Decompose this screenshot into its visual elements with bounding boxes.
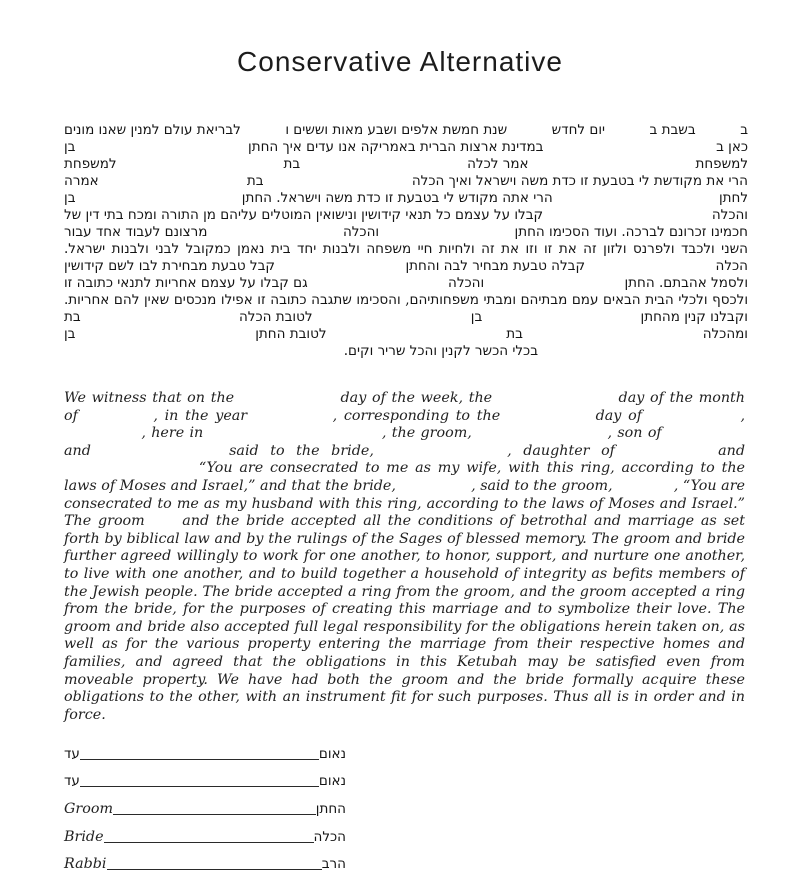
fill-in-blank — [85, 419, 147, 420]
signature-label-left: עד — [64, 773, 80, 790]
hebrew-line — [64, 173, 748, 190]
english-text-segment: and — [718, 442, 746, 459]
hebrew-line — [64, 292, 748, 309]
hebrew-text-segment: במדינת ארצות הברית באמריקה אנו עדים איך החתן — [248, 139, 544, 155]
hebrew-text-segment: שנת חמשת אלפים ושבע מאות וששים ו — [285, 122, 508, 138]
hebrew-line — [64, 207, 748, 224]
signature-label-right: נאום — [318, 745, 346, 762]
fill-in-blank — [102, 454, 217, 455]
hebrew-text-segment: ולסמל אהבתם. החתן — [624, 275, 748, 291]
hebrew-line — [64, 122, 748, 139]
signature-line — [104, 841, 314, 843]
hebrew-line — [64, 139, 748, 156]
signature-row — [64, 817, 346, 845]
hebrew-text-segment: לטובת הכלה — [238, 309, 313, 325]
fill-in-blank — [627, 454, 707, 455]
hebrew-text-segment: בן — [64, 190, 76, 206]
signature-label-left: Bride — [64, 828, 104, 845]
fill-in-blank — [498, 401, 613, 402]
fill-in-blank — [477, 436, 602, 437]
hebrew-text-segment: השני ולכבד ולפרנס ולזון זה את זו וזו את זה ולחיות חיי משפחה ולבנות יחד בית נאמן כמקובל לבני ולבנות ישראל. — [64, 241, 748, 257]
hebrew-text-segment: יום לחדש — [551, 122, 606, 138]
hebrew-line — [64, 326, 748, 343]
hebrew-text-segment: מרצונם לעבוד אחד עבור — [64, 224, 208, 240]
english-text-segment: said to the bride, — [229, 442, 374, 459]
hebrew-text-segment: הרי אתה מקודש לי בטבעת זו כדת משה וישראל. החתן — [241, 190, 553, 206]
english-text-segment: and the bride accepted all the conditions of betrothal and marriage as set forth by biblical law and by the rulings of the Sages of blessed memory. The groom and bride further agreed willingly to work for one another, to honor, support, and nurture one another, to live with one another, and to build together a household of integrity as befits members of the Jewish people. The bride accepted a ring from the groom, and the groom accepted a ring from the bride, for the purposes of creating this marriage and to symbolize their love. The groom and bride also accepted full legal responsibility for the obligations herein taken on, as well as for the various property entering the marriage from their respective homes and families, and agreed that the obligations in this Ketubah may be satisfied even from moveable property. We have had both the groom and the bride formally acquire these obligations to the other, with an instrument fit for such purposes. Thus all is in order and in force. — [64, 513, 745, 723]
english-text-segment: , the groom, — [381, 425, 472, 442]
hebrew-text-segment: כאן ב — [716, 139, 748, 155]
signature-line — [80, 785, 319, 787]
fill-in-blank — [617, 489, 669, 490]
hebrew-text-segment: בת — [506, 326, 523, 342]
english-text-segment: day of the month of — [64, 390, 746, 424]
english-text-segment: , — [740, 407, 745, 424]
fill-in-blank — [209, 436, 377, 437]
fill-in-blank — [64, 436, 136, 437]
hebrew-text-segment: בת — [283, 156, 301, 172]
fill-in-blank — [240, 401, 335, 402]
fill-in-blank — [507, 419, 589, 420]
signature-label-right: הרב — [321, 856, 346, 872]
hebrew-text-segment: לבריאת עולם למנין שאנו מונים — [64, 122, 241, 138]
english-text-segment: , here in — [141, 425, 204, 442]
signature-line — [113, 813, 316, 815]
hebrew-text-segment: ומהכלה — [702, 326, 748, 342]
fill-in-blank — [385, 454, 495, 455]
hebrew-text-segment: קבל טבעת מבחירת לבו לשם קידושין — [64, 258, 275, 274]
english-text-segment: , daughter of — [507, 442, 615, 459]
signature-label-right: החתן — [315, 801, 346, 818]
hebrew-text-segment: לחתן — [718, 190, 748, 206]
fill-in-blank — [649, 419, 734, 420]
signature-line — [107, 868, 322, 870]
hebrew-text-segment: לטובת החתן — [255, 326, 327, 342]
hebrew-text-segment: בשבת ב — [649, 122, 696, 138]
signature-label-right: הכלה — [313, 828, 346, 845]
fill-in-blank — [64, 471, 192, 472]
hebrew-line — [64, 258, 748, 275]
signature-block — [64, 734, 346, 872]
hebrew-text-segment: גם קבלו על עצמם אחריות לתנאי כתובה זו — [64, 275, 308, 291]
english-text-segment: , “You are consecrated to me as my husband with this ring, according to the laws of Moses and Israel.” The groom — [64, 477, 745, 530]
signature-label-left: Groom — [64, 801, 114, 818]
fill-in-blank — [254, 419, 326, 420]
english-text-segment: , said to the groom, — [471, 477, 613, 494]
hebrew-text-segment: ולכסף ולכלי הבית הבאים עמם מבתיהם ומבתי משפחותיהם, והסכימו שתגבה כתובה זו אפילו מנכסים שאין להם אחריות. — [64, 292, 748, 308]
signature-label-left: Rabbi — [64, 856, 107, 872]
hebrew-text-segment: בן — [64, 139, 76, 155]
hebrew-text-segment: וקבלנו קנין מהחתן — [640, 309, 748, 325]
hebrew-text-segment: והכלה — [711, 207, 748, 223]
hebrew-line — [64, 224, 748, 241]
fill-in-blank — [401, 489, 467, 490]
hebrew-text-segment: אמר לכלה — [467, 156, 529, 172]
ketubah-document — [0, 46, 800, 872]
hebrew-text-segment: חכמינו זכרונם לברכה. ועוד הסכימו החתן — [514, 224, 748, 240]
hebrew-text-segment: הרי את מקודשת לי בטבעת זו כדת משה וישראל ואיך הכלה — [411, 173, 748, 189]
hebrew-text-segment: קבלו על עצמם כל תנאי קידושין ונישואין המוטלים עליהם מן התורה ומכח בתי דין של — [64, 207, 544, 223]
hebrew-text-segment: ב — [740, 122, 748, 138]
fill-in-blank — [667, 436, 745, 437]
hebrew-line — [64, 309, 748, 326]
hebrew-text-segment: אמרה — [64, 173, 99, 189]
hebrew-line — [64, 156, 748, 173]
english-text-segment: , in the year — [153, 407, 248, 424]
signature-row — [64, 845, 346, 872]
signature-line — [80, 758, 319, 760]
hebrew-text-section — [64, 122, 748, 360]
page-title: Conservative Alternative — [237, 46, 563, 77]
hebrew-line — [64, 275, 748, 292]
hebrew-text-segment: בת — [246, 173, 264, 189]
signature-label-left: עד — [64, 745, 80, 762]
english-text-segment: , son of — [607, 425, 662, 442]
signature-row — [64, 762, 346, 790]
signature-row — [64, 789, 346, 817]
hebrew-text-segment: והכלה — [448, 275, 485, 291]
fill-in-blank — [152, 524, 176, 525]
hebrew-text-segment: בן — [64, 326, 76, 342]
english-text-segment: We witness that on the — [64, 390, 235, 406]
english-text-segment: “You are consecrated to me as my wife, with this ring, according to the laws of Moses and Israel,” and that the bride, — [64, 460, 745, 494]
signature-label-right: נאום — [318, 773, 346, 790]
signature-row — [64, 734, 346, 762]
hebrew-text-segment: קבלה טבעת מבחיר לבה והחתן — [405, 258, 586, 274]
english-text-segment: day of the week, the — [340, 390, 493, 406]
hebrew-text-segment: למשפחת — [695, 156, 748, 172]
hebrew-line — [64, 343, 748, 360]
hebrew-text-segment: בן — [470, 309, 483, 325]
hebrew-text-segment: בת — [64, 309, 81, 325]
english-text-segment: , corresponding to the — [332, 407, 501, 424]
english-text-segment: and — [64, 442, 91, 459]
english-text-segment: day of — [595, 407, 642, 424]
hebrew-line — [64, 241, 748, 258]
hebrew-text-segment: הכלה — [715, 258, 748, 274]
hebrew-text-segment: למשפחת — [64, 156, 117, 172]
english-text-section — [64, 390, 745, 724]
hebrew-text-segment: והכלה — [342, 224, 380, 240]
hebrew-line — [64, 190, 748, 207]
hebrew-text-segment: בכלי הכשר לקנין והכל שריר וקים. — [343, 343, 538, 359]
